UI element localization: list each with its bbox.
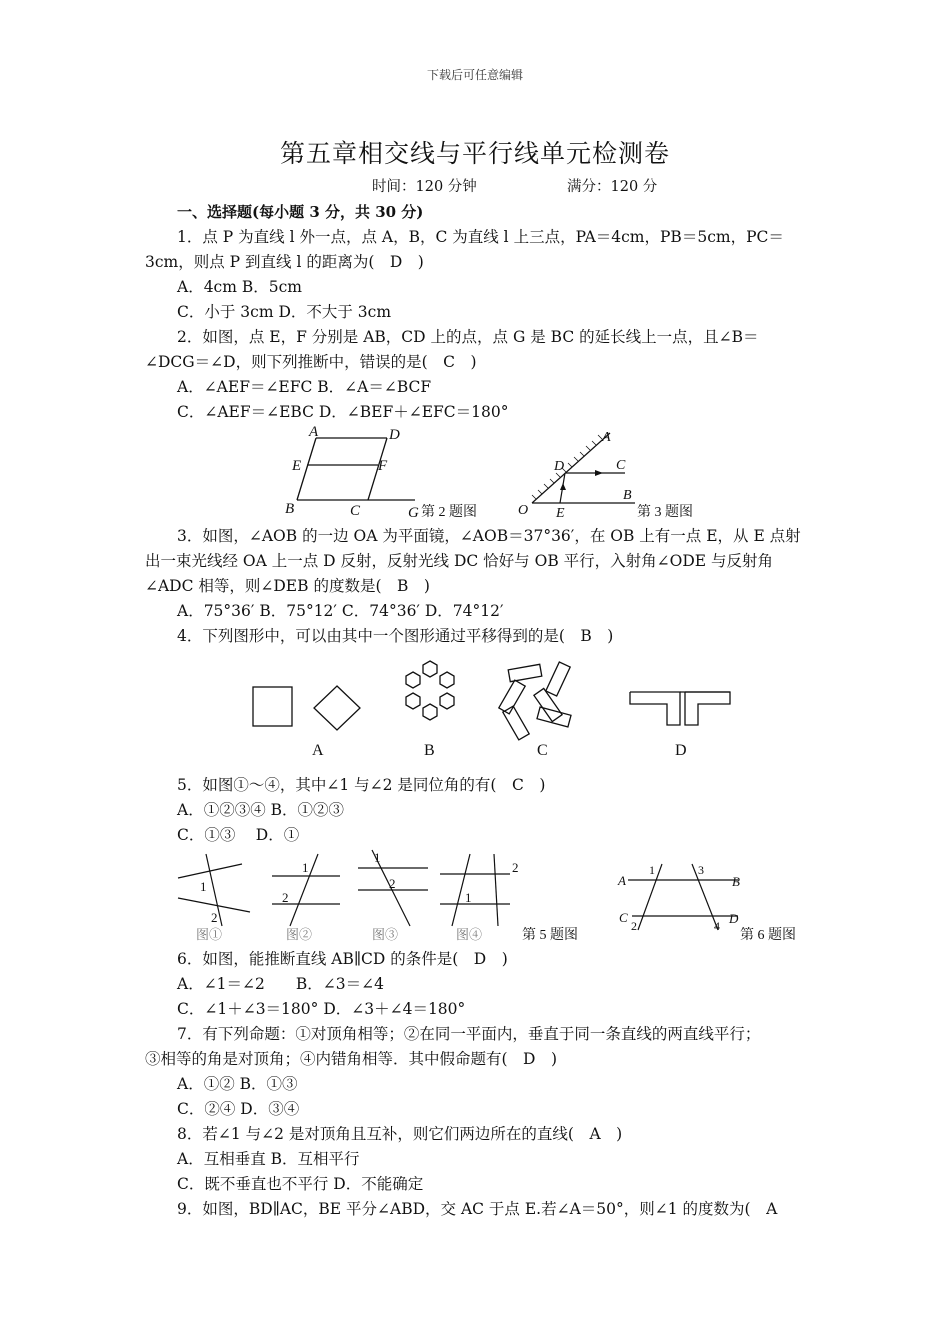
text-line: C．∠1＋∠3＝180° D．∠3＋∠4＝180° — [177, 1000, 466, 1018]
fig5-sub-caption: 图④ — [456, 927, 483, 942]
fig3-caption: 第 3 题图 — [637, 505, 693, 520]
fig5-angle-label: 1 — [302, 860, 309, 875]
fig3-label: O — [518, 503, 529, 518]
fig5-angle-label: 1 — [374, 850, 381, 865]
fig3-label: D — [554, 459, 565, 474]
text-line: 2．如图，点 E，F 分别是 AB，CD 上的点，点 G 是 BC 的延长线上一点，且∠B＝ — [177, 328, 759, 346]
figure-q2 — [280, 422, 505, 520]
fig3-label: C — [616, 458, 626, 473]
fig5-angle-label: 1 — [200, 879, 207, 894]
fig6-angle-label: 4 — [714, 919, 720, 933]
fig3-label: E — [556, 506, 565, 520]
fig2-label: C — [350, 503, 361, 519]
text-line: A．4cm B．5cm — [177, 278, 302, 296]
text-line: 6．如图，能推断直线 AB∥CD 的条件是( D ) — [177, 950, 508, 968]
text-line: ③相等的角是对顶角；④内错角相等．其中假命题有( D ) — [145, 1050, 558, 1068]
fig2-label: G — [408, 505, 419, 520]
fig5-angle-label: 2 — [282, 890, 289, 905]
fig5-angle-label: 2 — [389, 876, 396, 891]
figure-q3 — [510, 425, 710, 520]
text-line: A．①② B．①③ — [177, 1075, 298, 1093]
fig5-angle-label: 1 — [465, 890, 472, 905]
q4-option-label: D — [675, 742, 687, 759]
text-line: A．互相垂直 B．互相平行 — [177, 1150, 360, 1168]
exam-score: 满分：120 分 — [567, 179, 658, 195]
section-heading: 一、选择题(每小题 3 分，共 30 分) — [177, 203, 424, 221]
text-line: 9．如图，BD∥AC，BE 平分∠ABD，交 AC 于点 E.若∠A＝50°，则∠1 的度数为( A — [177, 1200, 778, 1218]
text-line: 3．如图，∠AOB 的一边 OA 为平面镜，∠AOB＝37°36′，在 OB 上有一点 E，从 E 点射 — [177, 527, 801, 545]
fig6-label: B — [732, 874, 740, 889]
text-line: 7．有下列命题：①对顶角相等；②在同一平面内，垂直于同一条直线的两直线平行； — [177, 1025, 761, 1043]
text-line: C．①③ D．① — [177, 826, 300, 844]
figure-q5-q6 — [170, 846, 810, 946]
fig2-label: A — [309, 424, 319, 440]
text-line: C．小于 3cm D．不大于 3cm — [177, 303, 392, 321]
text-line: C．②④ D．③④ — [177, 1100, 300, 1118]
text-line: ∠DCG＝∠D，则下列推断中，错误的是( C ) — [145, 353, 477, 371]
text-line: C．既不垂直也不平行 D．不能确定 — [177, 1175, 424, 1193]
fig5-sub-caption: 图③ — [372, 927, 399, 942]
text-line: 出一束光线经 OA 上一点 D 反射，反射光线 DC 恰好与 OB 平行，入射角∠ODE 与反射角 — [145, 552, 773, 570]
text-line: 4．下列图形中，可以由其中一个图形通过平移得到的是( B ) — [177, 627, 614, 645]
text-line: A．∠1＝∠2 B．∠3＝∠4 — [177, 975, 384, 993]
text-line: A．①②③④ B．①②③ — [177, 801, 345, 819]
fig6-label: D — [729, 911, 739, 926]
text-line: 8．若∠1 与∠2 是对顶角且互补，则它们两边所在的直线( A ) — [177, 1125, 623, 1143]
fig2-label: F — [378, 458, 388, 474]
fig6-angle-label: 2 — [631, 919, 637, 933]
fig2-label: D — [389, 427, 400, 443]
text-line: ∠ADC 相等，则∠DEB 的度数是( B ) — [145, 577, 430, 595]
text-line: A．75°36′ B．75°12′ C．74°36′ D．74°12′ — [177, 602, 504, 620]
fig6-angle-label: 1 — [649, 863, 655, 877]
figure-q4 — [240, 645, 750, 763]
fig6-angle-label: 3 — [698, 863, 704, 877]
fig6-caption: 第 6 题图 — [740, 928, 796, 943]
q4-option-label: A — [312, 742, 324, 759]
fig5-sub-caption: 图① — [196, 927, 223, 942]
text-line: 5．如图①～④，其中∠1 与∠2 是同位角的有( C ) — [177, 776, 546, 794]
text-line: C．∠AEF＝∠EBC D．∠BEF＋∠EFC＝180° — [177, 403, 509, 421]
fig5-angle-label: 2 — [512, 860, 519, 875]
fig6-label: A — [618, 873, 626, 888]
fig2-label: E — [292, 458, 302, 474]
fig3-label: A — [602, 430, 611, 445]
fig2-caption: 第 2 题图 — [421, 505, 477, 520]
fig3-label: B — [623, 488, 632, 503]
fig6-label: C — [619, 910, 628, 925]
text-line: 3cm，则点 P 到直线 l 的距离为( D ) — [145, 253, 424, 271]
q4-option-label: B — [424, 742, 435, 759]
fig5-angle-label: 2 — [211, 910, 218, 925]
text-line: A．∠AEF＝∠EFC B．∠A＝∠BCF — [177, 378, 432, 396]
exam-time: 时间：120 分钟 — [372, 179, 477, 195]
fig5-caption: 第 5 题图 — [522, 928, 578, 943]
fig5-sub-caption: 图② — [286, 927, 313, 942]
fig2-label: B — [285, 501, 295, 517]
page-header: 下载后可任意编辑 — [426, 68, 523, 82]
q4-option-label: C — [537, 742, 548, 759]
text-line: 1．点 P 为直线 l 外一点，点 A，B，C 为直线 l 上三点，PA＝4cm，PB＝5cm，PC＝ — [177, 228, 784, 246]
page-title: 第五章相交线与平行线单元检测卷 — [279, 139, 670, 168]
